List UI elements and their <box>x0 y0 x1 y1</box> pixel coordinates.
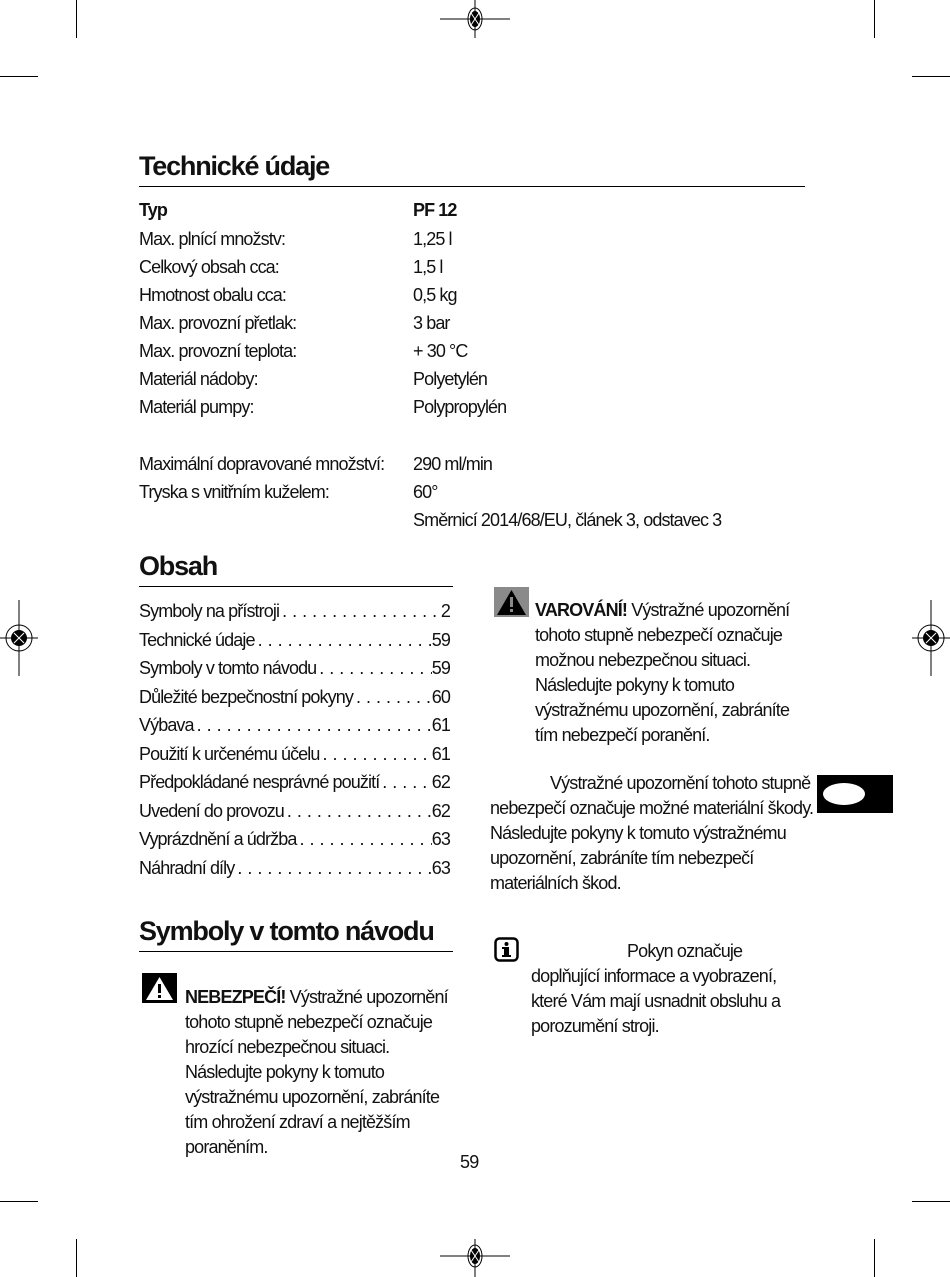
toc-leader <box>316 654 431 683</box>
text-line: které Vám mají usnadnit obsluhu a <box>531 991 781 1011</box>
page-number: 59 <box>460 1152 479 1172</box>
spec-key: Tryska s vnitřním kuželem: <box>139 482 329 502</box>
spec-value: Polypropylén <box>413 397 507 417</box>
toc-item[interactable] <box>139 597 450 626</box>
spec-value: 3 bar <box>413 313 450 333</box>
spec-row <box>139 337 739 365</box>
language-tab-oval <box>823 783 865 805</box>
spec-value: PF 12 <box>413 200 457 220</box>
spec-key: Max. plnící množstv: <box>139 229 286 249</box>
crop-mark <box>912 76 950 77</box>
toc-leader <box>379 768 431 797</box>
text-line: doplňující informace a vyobrazení, <box>531 966 777 986</box>
spec-value: Směrnicí 2014/68/EU, článek 3, odstavec 3 <box>413 510 722 530</box>
text-line: Výstražné upozornění <box>631 600 790 620</box>
toc-item[interactable] <box>139 797 450 826</box>
toc-page: 62 <box>431 772 450 792</box>
spec-row <box>139 365 739 393</box>
text-line: tohoto stupně nebezpečí označuje <box>535 625 783 645</box>
spec-key: Maximální dopravované množství: <box>139 454 385 474</box>
toc-leader <box>279 597 441 626</box>
caution-notice <box>490 771 820 896</box>
spec-key: Materiál nádoby: <box>139 369 258 389</box>
spec-row <box>139 393 739 421</box>
text-line: tohoto stupně nebezpečí označuje <box>185 1012 433 1032</box>
text-line: výstražnému upozornění, zabráníte <box>185 1087 440 1107</box>
crop-mark <box>76 0 77 38</box>
text-line: upozornění, zabráníte tím nebezpečí <box>490 848 754 868</box>
toc-label: Symboly v tomto návodu <box>139 658 317 678</box>
crop-mark <box>0 1201 38 1202</box>
toc-page: 63 <box>431 857 450 878</box>
section-divider <box>139 586 453 587</box>
spec-row-type <box>139 196 739 224</box>
text-line: tím nebezpečí poranění. <box>535 725 710 745</box>
spec-row <box>139 281 739 309</box>
toc-label: Použití k určenému účelu <box>139 743 320 764</box>
note-notice <box>531 939 821 1039</box>
text-line: Následujte pokyny k tomuto <box>535 675 735 695</box>
toc-item[interactable] <box>139 740 450 769</box>
language-tab <box>817 775 893 813</box>
spec-value: 60° <box>413 482 438 502</box>
text-line: nebezpečí označuje možné materiální škody. <box>490 798 814 818</box>
spec-value: 1,5 l <box>413 257 443 277</box>
toc-page: 60 <box>431 686 450 707</box>
spec-row <box>139 506 739 534</box>
danger-notice <box>185 985 455 1160</box>
text-line: materiálních škod. <box>490 873 621 893</box>
warning-notice <box>535 598 815 748</box>
text-line: Výstražné upozornění <box>289 987 448 1007</box>
toc-label: Vyprázdnění a údržba <box>139 829 297 849</box>
text-line: porozumění stroji. <box>531 1016 659 1036</box>
registration-mark-icon <box>0 600 40 676</box>
spec-key: Hmotnost obalu cca: <box>139 285 286 305</box>
crop-mark <box>76 1239 77 1277</box>
toc-item[interactable] <box>139 626 450 655</box>
toc-label: Technické údaje <box>139 629 255 650</box>
section-title-contents: Obsah <box>139 551 218 581</box>
toc-page: 61 <box>431 743 450 764</box>
warning-label: VAROVÁNÍ! <box>535 600 628 620</box>
text-line: Následujte pokyny k tomuto výstražnému <box>490 823 786 843</box>
text-line: hrozící nebezpečnou situaci. <box>185 1037 390 1057</box>
registration-mark-icon <box>912 600 950 676</box>
crop-mark <box>874 0 875 38</box>
spec-key: Typ <box>139 200 167 220</box>
info-icon <box>494 937 519 962</box>
spec-value: Polyetylén <box>413 369 488 389</box>
spec-key: Celkový obsah cca: <box>139 257 279 277</box>
text-line: poraněním. <box>185 1137 268 1157</box>
toc-leader <box>284 797 432 826</box>
spec-key: Max. provozní přetlak: <box>139 313 297 333</box>
toc-item[interactable] <box>139 683 450 712</box>
toc-leader <box>255 626 432 655</box>
section-title-technical-data: Technické údaje <box>139 151 330 181</box>
crop-mark <box>0 76 38 77</box>
warning-triangle-icon <box>494 587 529 617</box>
text-line: Pokyn označuje <box>627 941 743 961</box>
crop-mark <box>874 1239 875 1277</box>
toc-item[interactable] <box>139 654 450 683</box>
registration-mark-icon <box>435 0 515 38</box>
toc-item[interactable] <box>139 825 450 854</box>
toc-leader <box>234 854 431 883</box>
text-line: Výstražné upozornění tohoto stupně <box>550 773 811 793</box>
crop-mark <box>912 1201 950 1202</box>
text-line: tím ohrožení zdraví a nejtěžším <box>185 1112 410 1132</box>
danger-label: NEBEZPEČÍ! <box>185 987 286 1007</box>
text-line: výstražnému upozornění, zabráníte <box>535 700 790 720</box>
toc-label: Uvedení do provozu <box>139 800 284 821</box>
spec-row <box>139 225 739 253</box>
toc-leader <box>320 740 432 769</box>
text-line: Následujte pokyny k tomuto <box>185 1062 385 1082</box>
spec-key: Max. provozní teplota: <box>139 341 297 361</box>
toc-item[interactable] <box>139 854 450 883</box>
toc-page: 59 <box>431 658 450 678</box>
toc-leader <box>353 683 432 712</box>
toc-page: 61 <box>431 715 450 735</box>
section-divider <box>139 951 453 952</box>
spec-value: 1,25 l <box>413 229 452 249</box>
toc-page: 59 <box>431 629 450 650</box>
toc-item[interactable] <box>139 768 450 797</box>
registration-mark-icon <box>435 1239 515 1277</box>
toc-item[interactable] <box>139 711 450 740</box>
toc-page: 62 <box>431 800 450 821</box>
toc-leader <box>296 825 431 854</box>
toc-label: Náhradní díly <box>139 857 235 878</box>
spec-key: Materiál pumpy: <box>139 397 254 417</box>
text-line: možnou nebezpečnou situaci. <box>535 650 751 670</box>
spec-value: 0,5 kg <box>413 285 457 305</box>
section-title-symbols: Symboly v tomto návodu <box>139 916 434 946</box>
spec-row <box>139 253 739 281</box>
warning-triangle-icon <box>142 973 177 1003</box>
spec-row <box>139 309 739 337</box>
toc-label: Důležité bezpečnostní pokyny <box>139 686 353 707</box>
spec-value: + 30 °C <box>413 341 468 361</box>
spec-row <box>139 478 739 506</box>
toc-page: 63 <box>431 829 450 849</box>
spec-value: 290 ml/min <box>413 454 493 474</box>
toc-label: Předpokládané nesprávné použití <box>139 772 380 792</box>
section-divider <box>139 186 805 187</box>
toc-label: Výbava <box>139 715 194 735</box>
toc-label: Symboly na přístroji <box>139 601 280 621</box>
toc-leader <box>194 711 432 740</box>
toc-page: 2 <box>440 601 450 621</box>
spec-row <box>139 450 739 478</box>
